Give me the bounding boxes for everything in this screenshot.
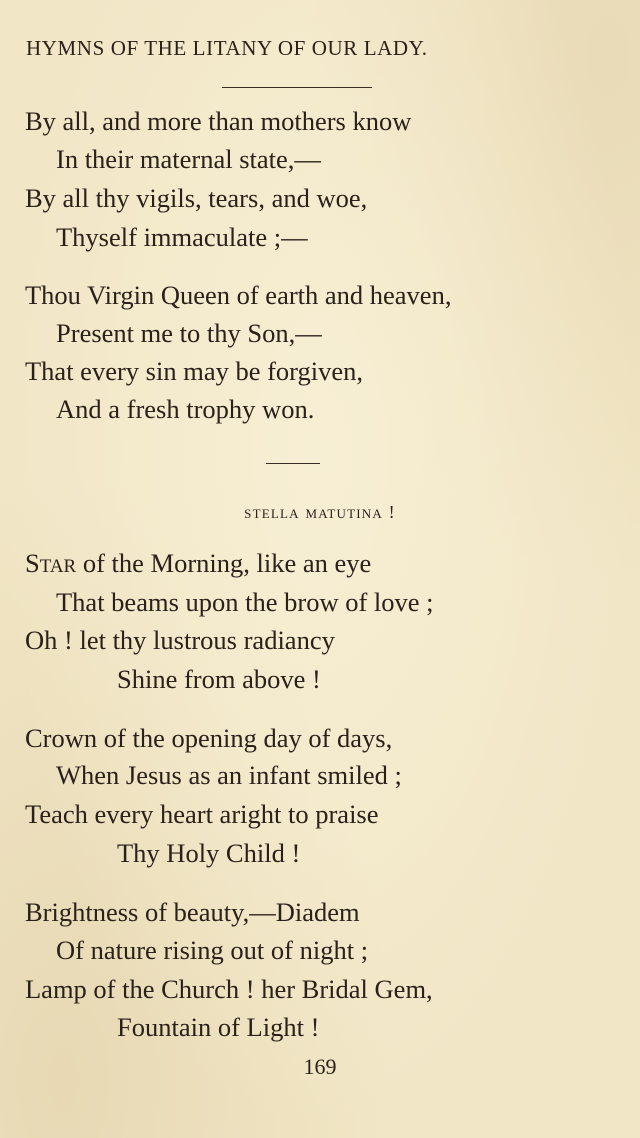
verse-line: That beams upon the brow of love ; [56, 587, 434, 617]
verse-line: By all, and more than mothers know [25, 106, 412, 136]
section-divider [266, 463, 320, 464]
poem-title: stella matutina ! [244, 502, 396, 522]
verse-line: Of nature rising out of night ; [56, 935, 369, 965]
verse-line: Oh ! let thy lustrous radiancy [25, 625, 335, 655]
header-rule [222, 87, 372, 88]
verse-line: When Jesus as an infant smiled ; [56, 760, 402, 790]
verse-line: In their maternal state,— [56, 144, 321, 174]
verse-line: That every sin may be forgiven, [25, 356, 364, 386]
verse-line: Teach every heart aright to praise [25, 799, 379, 829]
verse-line: Fountain of Light ! [117, 1012, 320, 1042]
page-number: 169 [303, 1054, 337, 1079]
verse-line: Crown of the opening day of days, [25, 723, 393, 753]
verse-line-rest: of the Morning, like an eye [76, 548, 372, 578]
verse-line: Thou Virgin Queen of earth and heaven, [25, 280, 452, 310]
verse-line: Lamp of the Church ! her Bridal Gem, [25, 974, 433, 1004]
verse-line: Thy Holy Child ! [117, 838, 301, 868]
verse-line: Thyself immaculate ;— [56, 222, 308, 252]
verse-line [25, 550, 371, 577]
running-header: HYMNS OF THE LITANY OF OUR LADY. [26, 36, 428, 60]
verse-line: By all thy vigils, tears, and woe, [25, 183, 368, 213]
initial-word: Star [25, 548, 77, 578]
verse-line: Brightness of beauty,—Diadem [25, 897, 360, 927]
verse-line: Shine from above ! [117, 664, 321, 694]
verse-line: Present me to thy Son,— [56, 318, 322, 348]
verse-line: And a fresh trophy won. [56, 394, 315, 424]
